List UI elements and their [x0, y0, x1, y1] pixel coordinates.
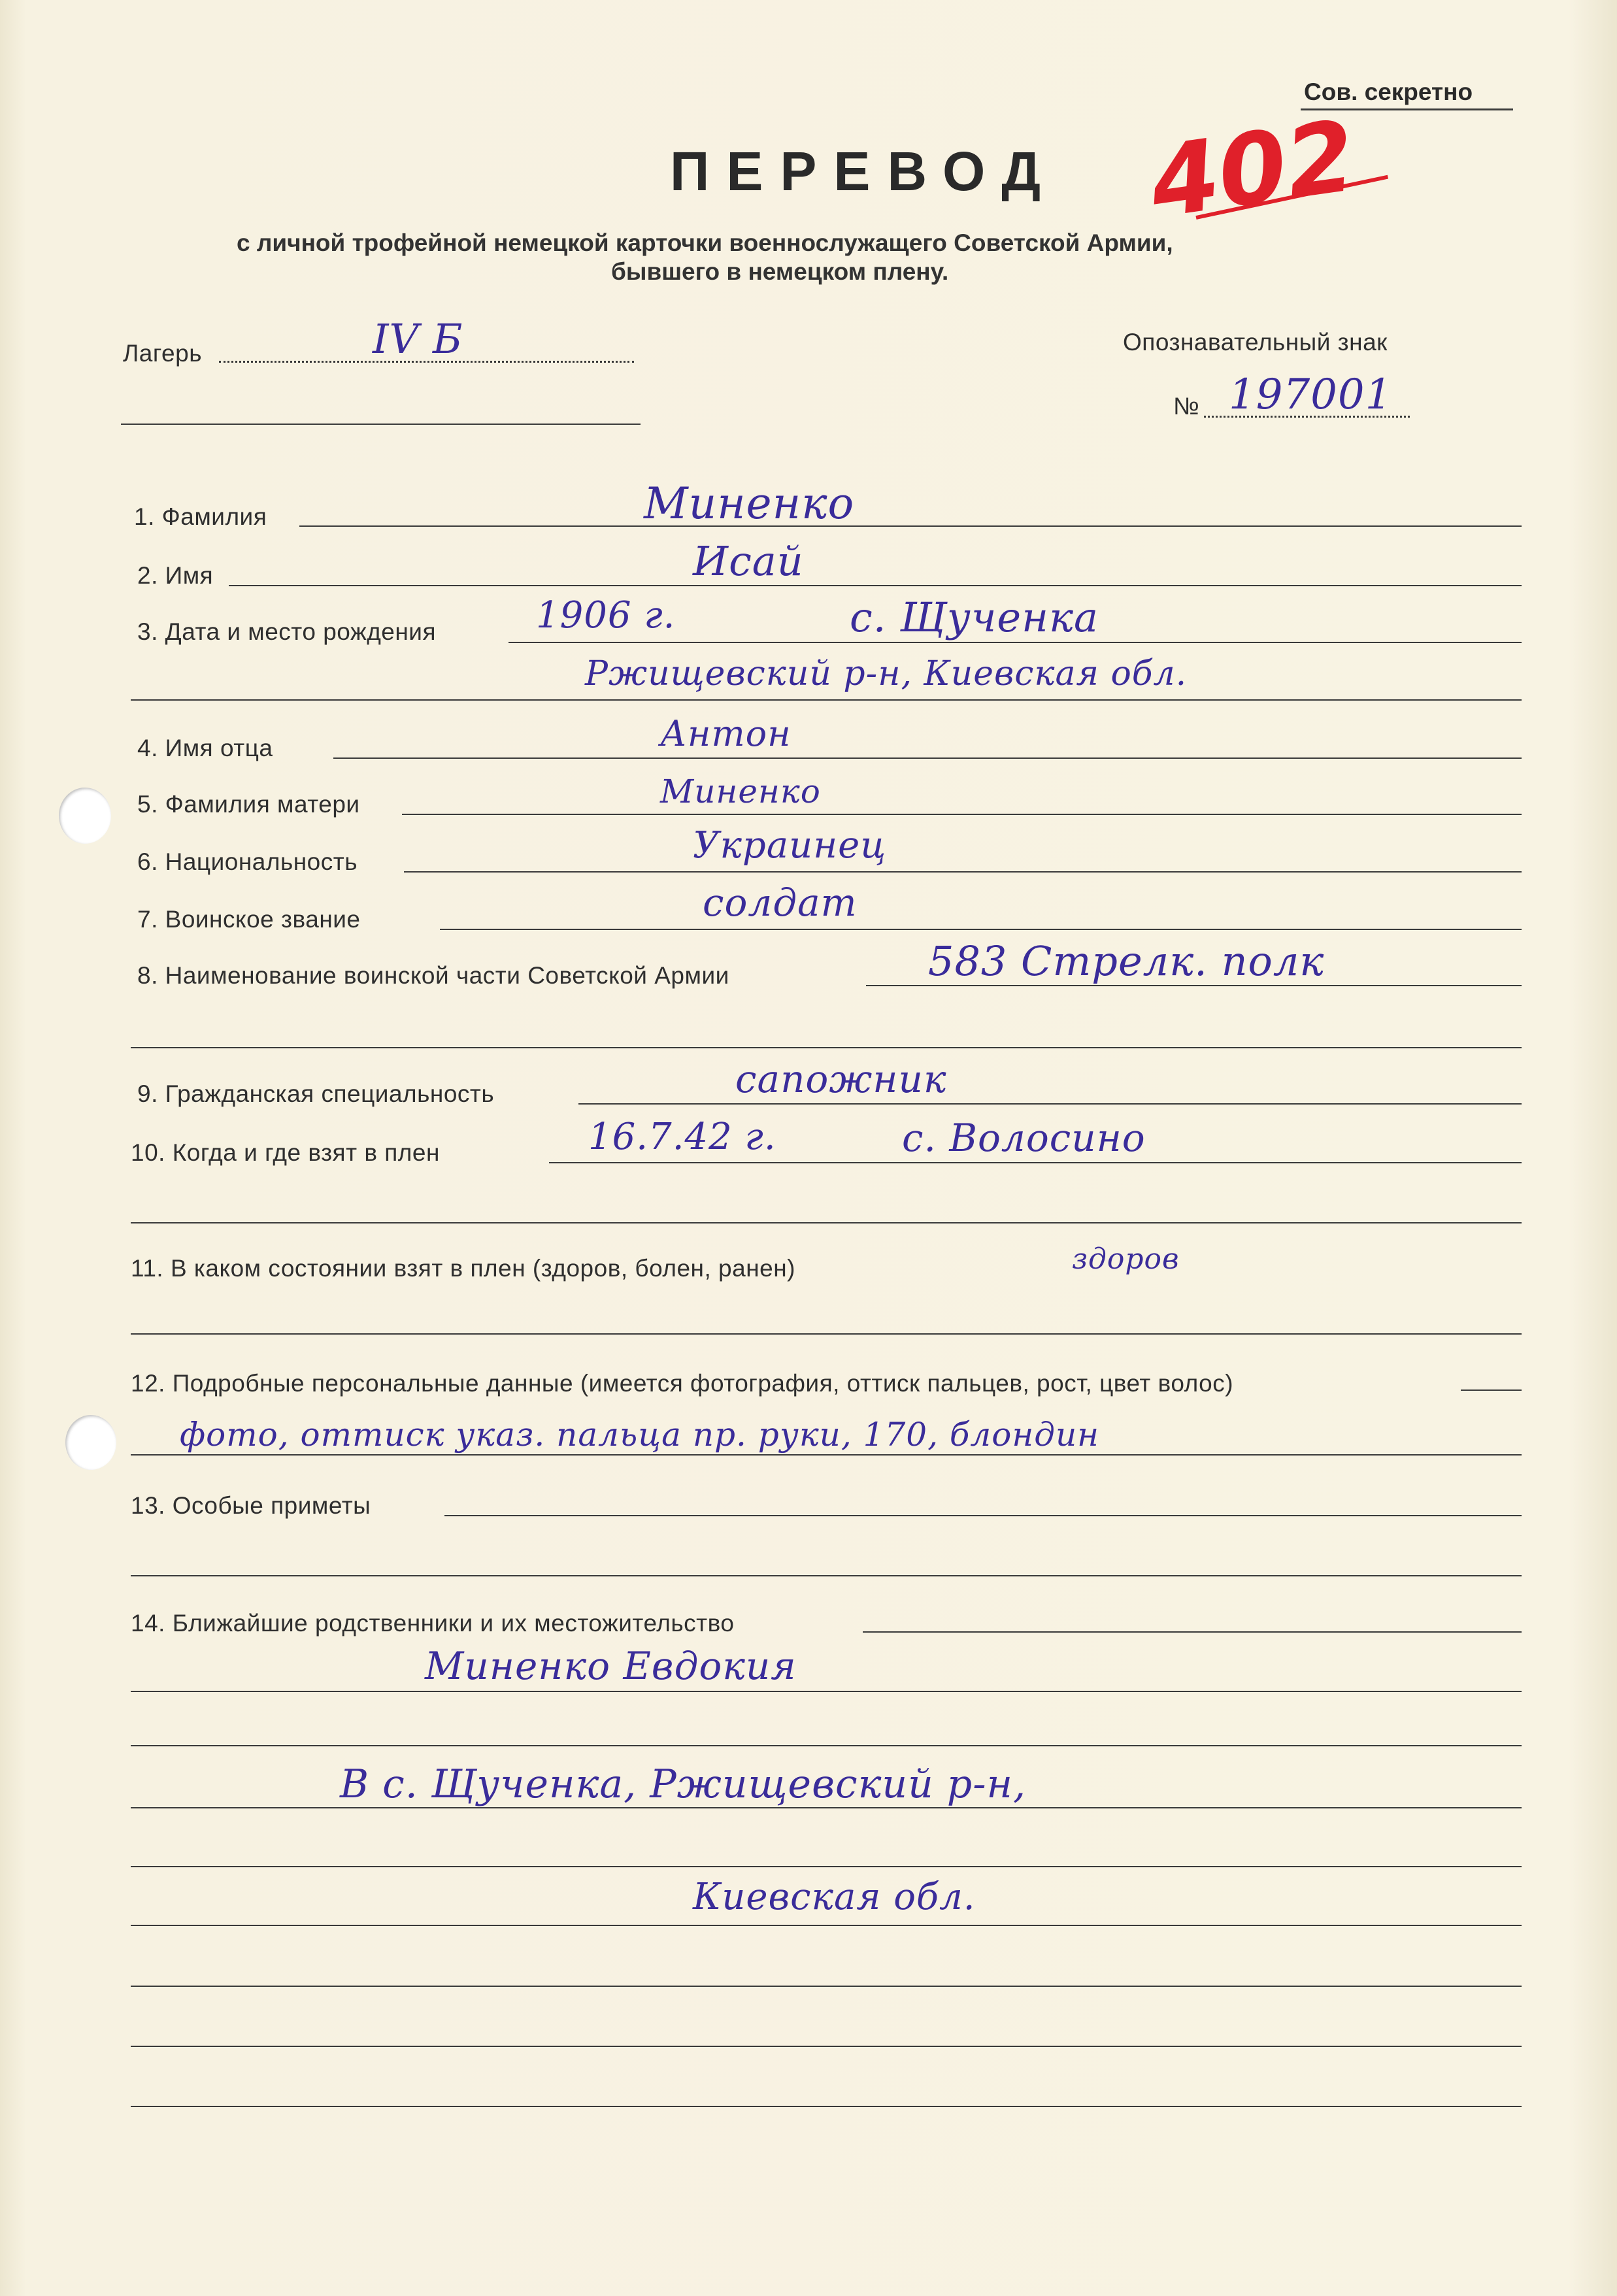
field-line-military-unit-2: [131, 1047, 1522, 1048]
field-line-birth-2: [131, 699, 1522, 701]
field-line-relatives-7: [131, 1986, 1522, 1987]
field-label-birth: 3. Дата и место рождения: [137, 618, 436, 645]
field-label-condition: 11. В каком состоянии взят в плен (здоров, болен, ранен): [131, 1255, 795, 1282]
field-line-surname: [299, 525, 1522, 527]
field-line-captured-when-where: [549, 1162, 1522, 1163]
field-label-first-name: 2. Имя: [137, 562, 214, 589]
field-value-captured-place: с. Волосино: [902, 1116, 1146, 1160]
field-line-relatives-5: [131, 1866, 1522, 1867]
field-value-nationality: Украинец: [693, 824, 887, 867]
field-line-relatives: [863, 1631, 1522, 1633]
field-label-surname: 1. Фамилия: [134, 503, 267, 530]
field-line-captured-2: [131, 1222, 1522, 1223]
field-value-captured-date: 16.7.42 г.: [588, 1116, 776, 1158]
field-line-special-marks-2: [131, 1575, 1522, 1576]
camp-label: Лагерь: [123, 340, 202, 367]
field-line-relatives-2: [131, 1691, 1522, 1692]
field-label-father-name: 4. Имя отца: [137, 735, 273, 761]
field-value-relatives-region: Киевская обл.: [693, 1876, 976, 1918]
field-value-birth-place-line2: Ржищевский р-н, Киевская обл.: [585, 654, 1188, 693]
field-value-birth-place: с. Щученка: [850, 593, 1099, 641]
field-label-nationality: 6. Национальность: [137, 848, 358, 875]
field-line-civil-specialty: [578, 1103, 1522, 1105]
id-tag-value: 197001: [1229, 371, 1393, 419]
field-value-surname: Миненко: [644, 478, 855, 529]
field-label-special-marks: 13. Особые приметы: [131, 1492, 371, 1519]
field-label-mother-surname: 5. Фамилия матери: [137, 791, 360, 818]
field-line-first-name: [229, 585, 1522, 586]
field-value-rank: солдат: [703, 880, 858, 925]
field-line-relatives-6: [131, 1925, 1522, 1926]
field-line-condition-2: [131, 1333, 1522, 1335]
field-line-rank: [440, 929, 1522, 930]
field-value-condition: здоров: [1072, 1242, 1180, 1276]
field-value-military-unit: 583 Стрелк. полк: [928, 937, 1325, 985]
field-line-relatives-3: [131, 1745, 1522, 1746]
field-line-relatives-8: [131, 2046, 1522, 2047]
field-label-rank: 7. Воинское звание: [137, 906, 361, 933]
document-subtitle-line2: бывшего в немецком плену.: [611, 258, 949, 285]
field-value-relatives-name: Миненко Евдокия: [425, 1644, 797, 1688]
secret-classification: Сов. секретно: [1304, 78, 1473, 105]
field-value-civil-specialty: сапожник: [735, 1057, 947, 1101]
field-value-personal-data: фото, оттиск указ. пальца пр. руки, 170, блондин: [180, 1416, 1100, 1454]
field-line-mother-surname: [402, 814, 1522, 815]
camp-value: IV Б: [373, 315, 463, 363]
document-title: ПЕРЕВОД: [670, 141, 1058, 202]
field-value-relatives-address: В с. Щученка, Ржищевский р-н,: [340, 1761, 1027, 1807]
field-label-civil-specialty: 9. Гражданская специальность: [137, 1080, 495, 1107]
id-tag-no-label: №: [1173, 393, 1200, 420]
field-value-mother-surname: Миненко: [660, 773, 821, 810]
punch-hole-bottom: [65, 1415, 116, 1470]
field-line-relatives-4: [131, 1807, 1522, 1808]
field-line-personal-data: [1461, 1389, 1522, 1391]
field-line-personal-data-2: [131, 1454, 1522, 1456]
field-line-father-name: [333, 757, 1522, 759]
field-line-relatives-9: [131, 2106, 1522, 2107]
camp-extra-line: [121, 424, 641, 425]
field-label-military-unit: 8. Наименование воинской части Советской Армии: [137, 962, 729, 989]
field-line-special-marks: [444, 1515, 1522, 1516]
field-line-military-unit: [866, 985, 1522, 986]
id-tag-label: Опознавательный знак: [1123, 329, 1388, 356]
field-label-relatives: 14. Ближайшие родственники и их местожительство: [131, 1610, 735, 1637]
stamp-number: 402: [1143, 99, 1362, 241]
field-label-personal-data: 12. Подробные персональные данные (имеется фотография, оттиск пальцев, рост, цвет волос): [131, 1370, 1234, 1397]
field-line-birth: [508, 642, 1522, 643]
field-value-first-name: Исай: [693, 537, 804, 585]
field-line-nationality: [404, 871, 1522, 873]
field-value-father-name: Антон: [660, 713, 792, 754]
document-subtitle-line1: с личной трофейной немецкой карточки военнослужащего Советской Армии,: [237, 229, 1173, 256]
punch-hole-top: [59, 788, 111, 844]
field-value-birth-date: 1906 г.: [536, 594, 676, 637]
field-label-captured-when-where: 10. Когда и где взят в плен: [131, 1139, 440, 1166]
